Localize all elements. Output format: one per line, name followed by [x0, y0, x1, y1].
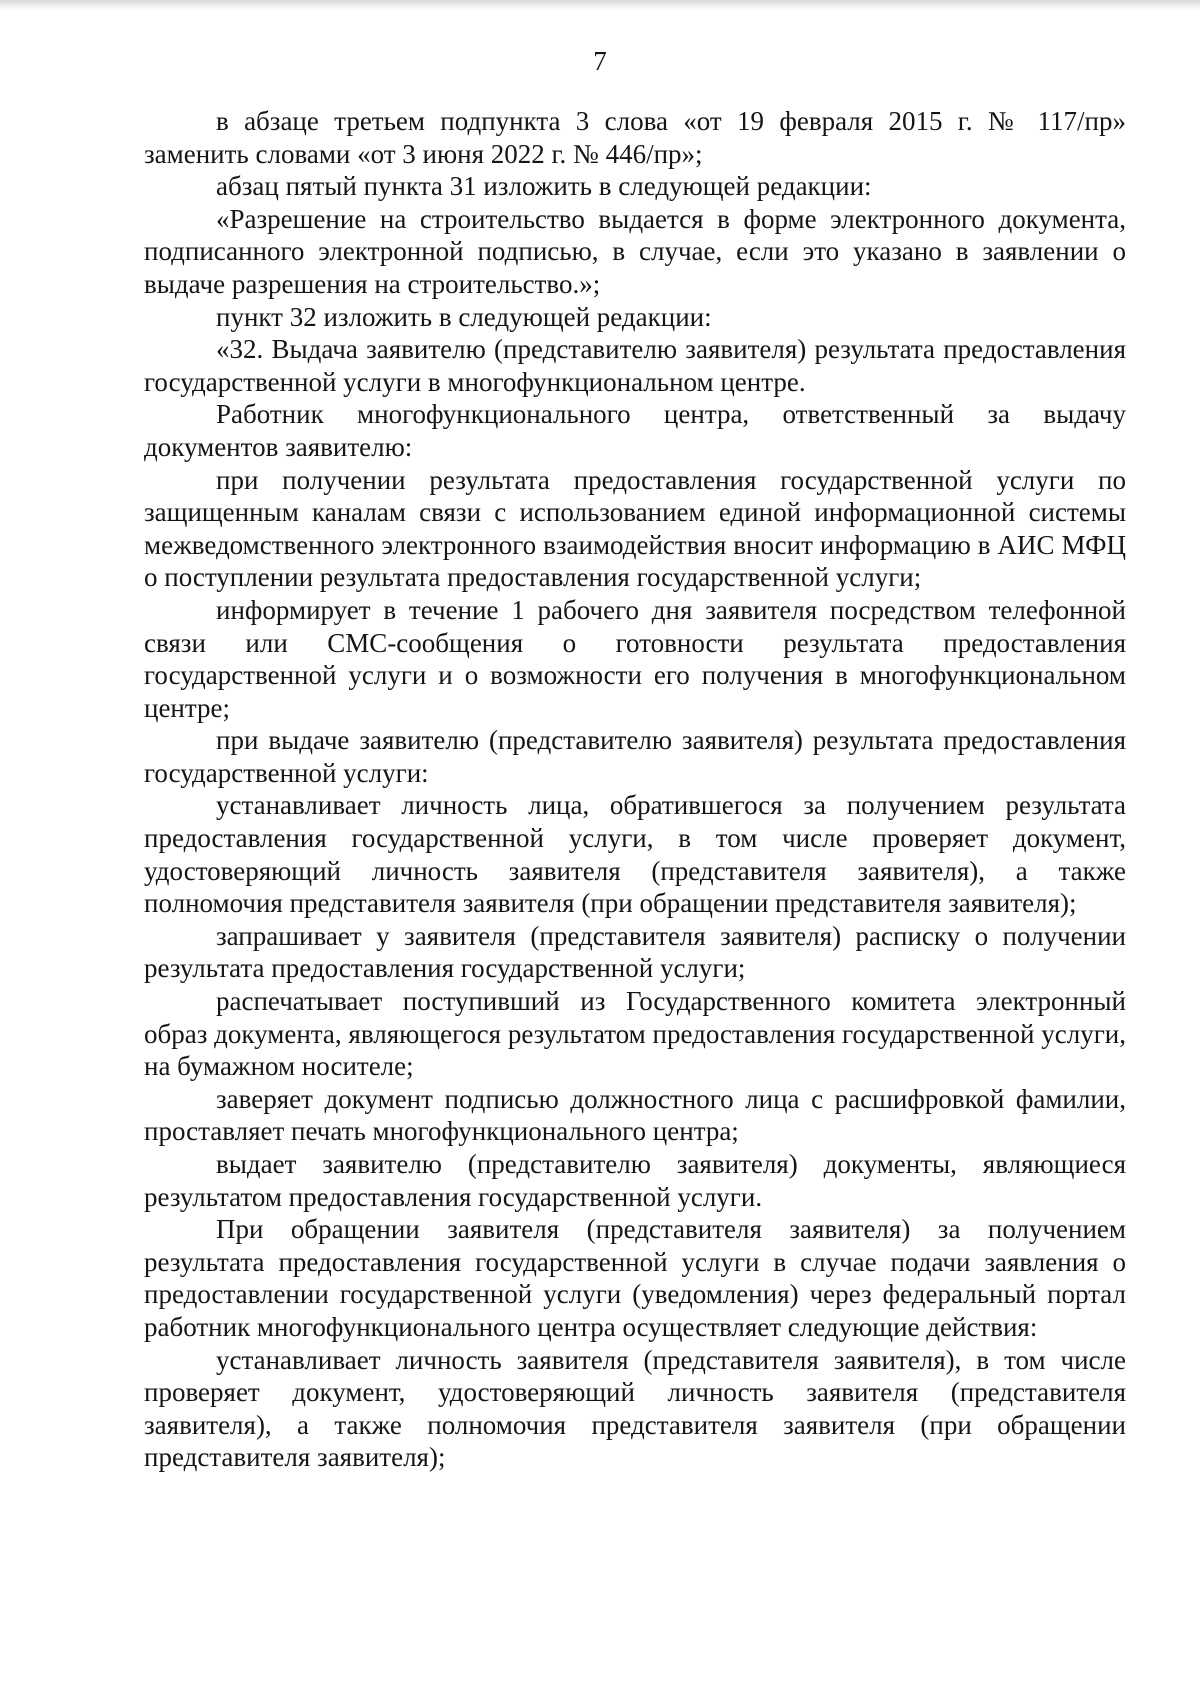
paragraph: Работник многофункционального центра, ответственный за выдачу документов заявителю: — [144, 399, 1126, 462]
paragraph: выдает заявителю (представителю заявителя) документы, являющиеся результатом предоставления государственной услуги. — [144, 1149, 1126, 1212]
paragraph: абзац пятый пункта 31 изложить в следующей редакции: — [216, 171, 872, 202]
paragraph: «32. Выдача заявителю (представителю заявителя) результата предоставления государственной услуги в многофункциональном центре. — [144, 334, 1126, 397]
paragraph: заверяет документ подписью должностного лица с расшифровкой фамилии, проставляет печать многофункционального центра; — [144, 1083, 1126, 1147]
paragraph: при получении результата предоставления государственной услуги по защищенным каналам связи с использованием единой информационной системы межведомственного электронного взаимодействия вносит информацию в АИС МФЦ о поступлении результата предоставления государственной услуги; — [144, 464, 1126, 593]
paragraph: устанавливает личность заявителя (представителя заявителя), в том числе проверяет документ, удостоверяющий личность заявителя (представителя заявителя), а также полномочия представителя заявителя (при обращении представителя заявителя); — [144, 1344, 1126, 1473]
paragraph: информирует в течение 1 рабочего дня заявителя посредством телефонной связи или СМС-сообщения о готовности результата предоставления государственной услуги и о возможности его получения в многофункциональном центре; — [144, 594, 1126, 723]
scan-edge — [0, 0, 1200, 10]
paragraph: при выдаче заявителю (представителю заявителя) результата предоставления государственной услуги: — [144, 725, 1126, 788]
paragraph: устанавливает личность лица, обратившегося за получением результата предоставления государственной услуги, в том числе проверяет документ, удостоверяющий личность заявителя (представителя заявителя), а также полномочия представителя заявителя (при обращении представителя заявителя); — [144, 790, 1126, 919]
paragraph: пункт 32 изложить в следующей редакции: — [216, 301, 712, 332]
paragraph: распечатывает поступивший из Государственного комитета электронный образ документа, являющегося результатом предоставления государственной услуги, на бумажном носителе; — [144, 986, 1126, 1082]
paragraph: запрашивает у заявителя (представителя заявителя) расписку о получении результата предоставления государственной услуги; — [144, 920, 1126, 984]
paragraph: При обращении заявителя (представителя заявителя) за получением результата предоставления государственной услуги в случае подачи заявления о предоставлении государственной услуги (уведомления) через федеральный портал работник многофункционального центра осуществляет следующие действия: — [144, 1214, 1126, 1342]
paragraph: «Разрешение на строительство выдается в форме электронного документа, подписанного электронной подписью, в случае, если это указано в заявлении о выдаче разрешения на строительство.»; — [144, 203, 1126, 299]
document-body — [144, 105, 1126, 1474]
page-number: 7 — [593, 46, 607, 76]
paragraph: в абзаце третьем подпункта 3 слова «от 19 февраля 2015 г. № 117/пр» заменить словами «от 3 июня 2022 г. № 446/пр»; — [144, 106, 1126, 169]
